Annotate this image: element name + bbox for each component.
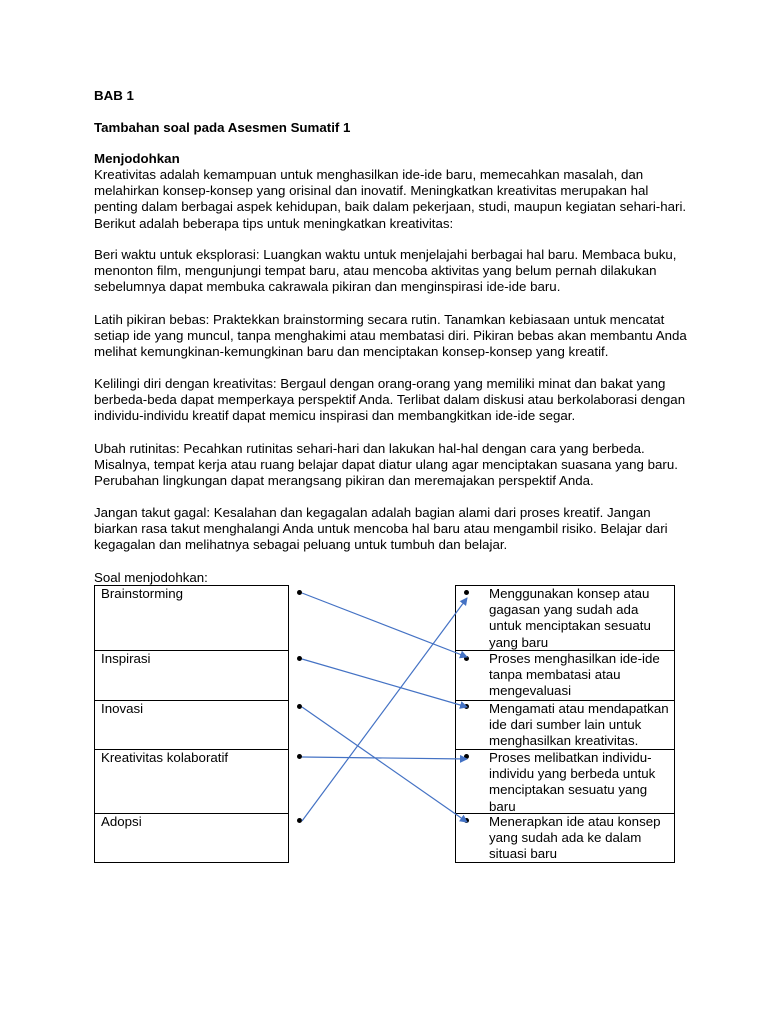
right-definition-1: Menggunakan konsep atau gagasan yang sudah ada untuk menciptakan sesuatu yang baru [489,586,651,650]
right-definition-2: Proses menghasilkan ide-ide tanpa membatasi atau mengevaluasi [489,651,660,699]
tip-line: setiap ide yang muncul, tanpa menghakimi atau membatasi diri. Pikiran bebas akan membantu Anda [94,328,687,344]
tip-line: individu-individu kreatif dapat memicu inspirasi dan membangkitkan ide-ide segar. [94,408,576,424]
right-definition-5: Menerapkan ide atau konsep yang sudah ada ke dalam situasi baru [489,814,661,862]
left-term-kreativitas-kolaboratif: Kreativitas kolaboratif [101,750,229,765]
connection-line-1 [302,593,467,657]
chapter-heading: BAB 1 [94,88,134,103]
tip-line: melihat kemungkinan-kemungkinan baru dan menciptakan konsep-konsep yang kreatif. [94,344,609,360]
intro-line: penting dalam berbagai aspek kehidupan, baik dalam pekerjaan, studi, maupun kegiatan sehari-hari. [94,199,687,215]
section-heading: Menjodohkan [94,151,180,166]
subtitle-heading: Tambahan soal pada Asesmen Sumatif 1 [94,120,351,135]
matching-label: Soal menjodohkan: [94,570,208,585]
tip-line: menonton film, mengunjungi tempat baru, atau mencoba aktivitas yang belum pernah dilakukan [94,263,657,279]
tip-line: biarkan rasa takut menghalangi Anda untuk mencoba hal baru atau mengambil risiko. Belajar dari [94,521,668,537]
left-term-adopsi: Adopsi [101,814,142,829]
left-term-inovasi: Inovasi [101,701,144,716]
tip-line: kegagalan dan melihatnya sebagai peluang untuk tumbuh dan belajar. [94,537,508,553]
connection-line-5 [302,598,467,821]
connection-line-2 [302,659,467,707]
tip-line: berbeda-beda dapat memperkaya perspektif Anda. Terlibat dalam diskusi atau berkolaborasi dengan [94,392,686,408]
intro-line: Berikut adalah beberapa tips untuk meningkatkan kreativitas: [94,215,454,231]
right-definition-3: Mengamati atau mendapatkan ide dari sumber lain untuk menghasilkan kreativitas. [489,701,669,749]
tip-line: Beri waktu untuk eksplorasi: Luangkan waktu untuk menjelajahi berbagai hal baru. Membaca buku, [94,247,677,262]
intro-line: melahirkan konsep-konsep yang orisinal dan inovatif. Meningkatkan kreativitas merupakan hal [94,183,649,199]
connection-line-3 [302,707,467,822]
left-term-brainstorming: Brainstorming [101,586,184,601]
intro-line: Kreativitas adalah kemampuan untuk menghasilkan ide-ide baru, memecahkan masalah, dan [94,167,644,182]
tip-line: Perubahan lingkungan dapat merangsang pikiran dan meremajakan perspektif Anda. [94,473,594,489]
right-definition-4: Proses melibatkan individu-individu yang berbeda untuk menciptakan sesuatu yang baru [489,750,656,814]
tip-line: Misalnya, tempat kerja atau ruang belajar dapat diatur ulang agar menciptakan suasana yang baru. [94,457,678,473]
tip-line: Ubah rutinitas: Pecahkan rutinitas sehari-hari dan lakukan hal-hal dengan cara yang berbeda. [94,441,645,456]
tip-line: sebelumnya dapat membuka cakrawala pikiran dan menginspirasi ide-ide baru. [94,279,561,295]
tip-line: Jangan takut gagal: Kesalahan dan kegagalan adalah bagian alami dari proses kreatif. Jangan [94,505,651,520]
tip-line: Kelilingi diri dengan kreativitas: Bergaul dengan orang-orang yang memiliki minat dan bakat yang [94,376,666,391]
tip-line: Latih pikiran bebas: Praktekkan brainstorming secara rutin. Tanamkan kebiasaan untuk mencatat [94,312,665,327]
left-term-inspirasi: Inspirasi [101,651,151,666]
connection-line-4 [302,757,467,759]
